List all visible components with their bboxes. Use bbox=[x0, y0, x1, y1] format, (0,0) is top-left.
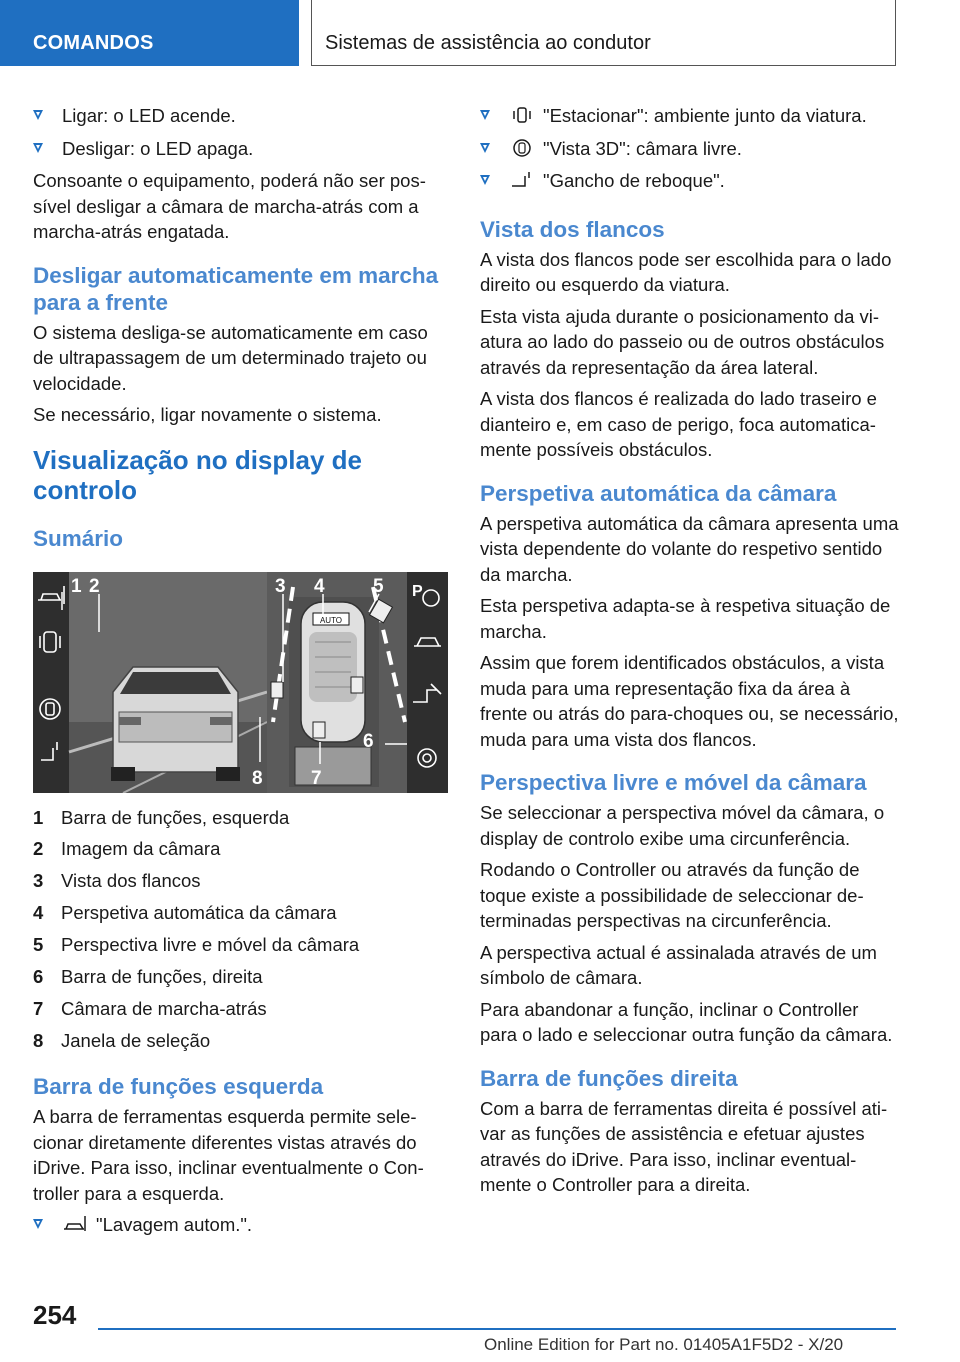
paragraph: Esta perspetiva adapta-se à respetiva situação de marcha. bbox=[480, 595, 891, 642]
bullet-triangle-icon bbox=[33, 110, 43, 120]
legend-item: 4 Perspetiva automática da câmara bbox=[33, 902, 337, 924]
callout-5: 5 bbox=[373, 575, 384, 597]
list-item: Desligar: o LED apaga. bbox=[33, 136, 451, 162]
section-tab: COMANDOS bbox=[0, 0, 299, 66]
camera-display-illustration bbox=[33, 572, 448, 793]
paragraph: A barra de ferramentas esquerda permite selecionar diretamente diferentes vistas através do iDrive. Para isso, inclinar eventualmente o Controller para a esquerda. bbox=[33, 1106, 424, 1204]
legend-item: 7 Câmara de marcha-atrás bbox=[33, 997, 267, 1019]
paragraph: Esta vista ajuda durante o posicionamento da viatura ao lado do passeio ou de outros obstáculos através da representação da área lateral. bbox=[480, 305, 885, 378]
callout-1: 1 bbox=[71, 575, 82, 597]
chapter-title: Sistemas de assistência ao condutor bbox=[325, 32, 651, 54]
paragraph: Se necessário, ligar novamente o sistema. bbox=[33, 404, 382, 425]
callout-7: 7 bbox=[311, 767, 322, 789]
heading-free-perspective: Perspectiva livre e móvel da câmara bbox=[480, 770, 867, 795]
paragraph: Assim que forem identificados obstáculos, a vista muda para uma representação fixa da área à frente ou atrás do para-choques ou, se necessário, muda para uma vista dos flancos. bbox=[480, 652, 899, 750]
paragraph: Se seleccionar a perspectiva móvel da câmara, o display de controlo exibe uma circunferência. bbox=[480, 802, 885, 849]
callout-6: 6 bbox=[363, 730, 374, 752]
figure-legend bbox=[33, 805, 451, 1054]
heading-summary: Sumário bbox=[33, 525, 124, 551]
callout-2: 2 bbox=[89, 575, 100, 597]
car-wash-icon bbox=[62, 1214, 88, 1234]
legend-item: 2 Imagem da câmara bbox=[33, 838, 221, 860]
3d-view-icon bbox=[509, 138, 535, 158]
paragraph: A vista dos flancos pode ser escolhida para o lado direito ou esquerdo da viatura. bbox=[480, 248, 892, 295]
heading-auto-perspective: Perspetiva automática da câmara bbox=[480, 480, 837, 506]
legend-item: 5 Perspectiva livre e móvel da câmara bbox=[33, 934, 360, 956]
list-item: "Vista 3D": câmara livre. bbox=[480, 136, 900, 162]
paragraph: Com a barra de ferramentas direita é possível ativar as funções de assistência e efetuar ajustes através do iDrive. Para isso, inclinar eventualmente o Controller para a direita. bbox=[480, 1097, 888, 1195]
callout-4: 4 bbox=[314, 575, 325, 597]
heading-auto-off: Desligar automaticamente em marcha para a frente bbox=[33, 262, 439, 315]
bullet-triangle-icon bbox=[480, 175, 490, 185]
callout-8: 8 bbox=[252, 767, 263, 789]
auto-badge-text: AUTO bbox=[319, 615, 343, 625]
paragraph: Para abandonar a função, inclinar o Controller para o lado e seleccionar outra função da câmara. bbox=[480, 998, 893, 1045]
bullet-triangle-icon bbox=[480, 143, 490, 153]
heading-side-view: Vista dos flancos bbox=[480, 216, 665, 242]
paragraph: A vista dos flancos é realizada do lado traseiro e dianteiro e, em caso de perigo, foca automaticamente possíveis obstáculos. bbox=[480, 388, 877, 460]
bullet-triangle-icon bbox=[33, 1219, 43, 1229]
paragraph: A perspetiva automática da câmara apresenta uma vista dependente do volante do respetivo sentido da marcha. bbox=[480, 512, 899, 585]
heading-display: Visualização no display de controlo bbox=[33, 444, 362, 505]
list-item: "Gancho de reboque". bbox=[480, 168, 900, 194]
page-number: 254 bbox=[33, 1300, 77, 1330]
parking-view-icon bbox=[509, 105, 535, 125]
heading-right-bar: Barra de funções direita bbox=[480, 1065, 738, 1091]
paragraph: Rodando o Controller ou através da função de toque existe a possibilidade de seleccionar determinadas perspectivas na circunferência. bbox=[480, 859, 864, 931]
callout-3: 3 bbox=[275, 575, 286, 597]
legend-item: 3 Vista dos flancos bbox=[33, 870, 201, 892]
footer-rule bbox=[98, 1328, 896, 1330]
legend-item: 6 Barra de funções, direita bbox=[33, 965, 263, 987]
trailer-hitch-icon bbox=[509, 170, 535, 190]
bullet-triangle-icon bbox=[33, 143, 43, 153]
svg-text:P: P bbox=[412, 582, 423, 600]
right-column bbox=[480, 103, 900, 1204]
list-item: "Lavagem autom.". bbox=[33, 1212, 451, 1238]
legend-item: 8 Janela de seleção bbox=[33, 1029, 211, 1051]
heading-left-bar: Barra de funções esquerda bbox=[33, 1074, 324, 1100]
footer-edition: Online Edition for Part no. 01405A1F5D2 - X/20 bbox=[484, 1335, 844, 1354]
left-column bbox=[33, 103, 451, 1245]
camera-display-figure bbox=[33, 572, 448, 793]
legend-item: 1 Barra de funções, esquerda bbox=[33, 806, 290, 828]
bullet-triangle-icon bbox=[480, 110, 490, 120]
paragraph: Consoante o equipamento, poderá não ser possível desligar a câmara de marcha-atrás com a marcha-atrás engatada. bbox=[33, 170, 426, 242]
paragraph: O sistema desliga-se automaticamente em caso de ultrapassagem de um determinado trajeto ou velocidade. bbox=[33, 321, 428, 394]
list-item: Ligar: o LED acende. bbox=[33, 103, 451, 129]
paragraph: A perspectiva actual é assinalada através de um símbolo de câmara. bbox=[480, 941, 877, 988]
list-item: "Estacionar": ambiente junto da viatura. bbox=[480, 103, 900, 129]
